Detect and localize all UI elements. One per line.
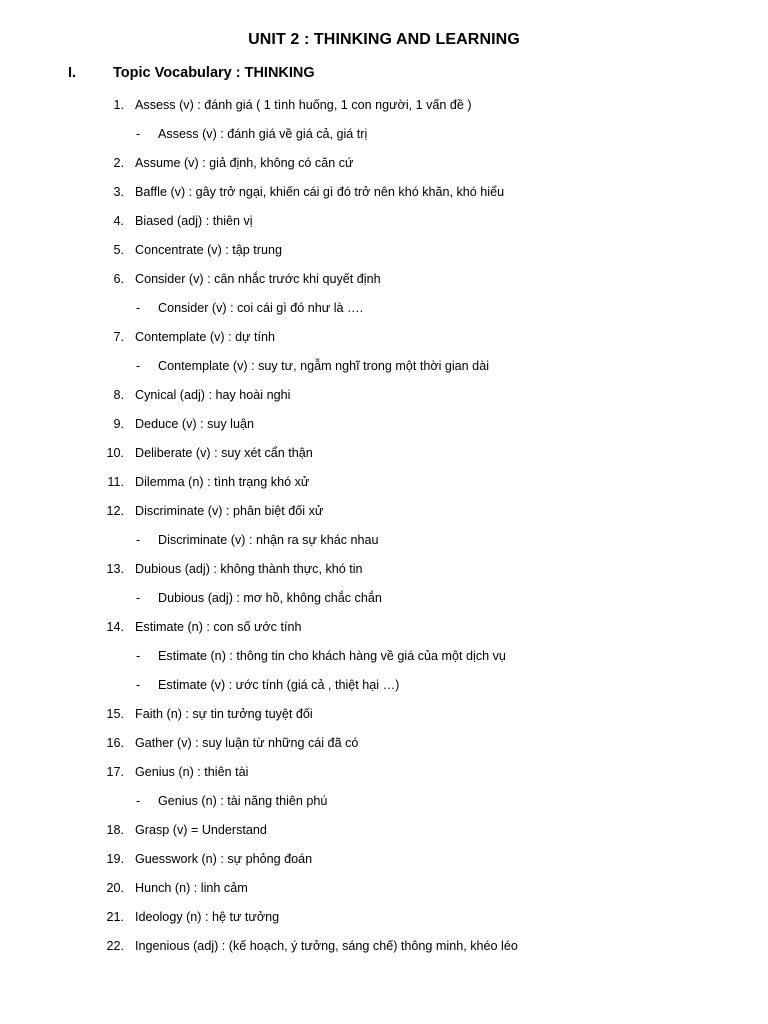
item-text: Assess (v) : đánh giá về giá cả, giá trị <box>158 127 368 141</box>
item-text: Faith (n) : sự tin tưởng tuyệt đối <box>135 707 313 721</box>
vocab-item <box>0 762 768 791</box>
vocab-item <box>0 95 768 124</box>
item-number: 19. <box>106 852 124 866</box>
item-text: Cynical (adj) : hay hoài nghi <box>135 388 291 402</box>
item-text: Consider (v) : coi cái gì đó như là …. <box>158 301 364 315</box>
dash-marker: - <box>136 301 141 315</box>
item-number: 1. <box>113 98 124 112</box>
item-text: Ingenious (adj) : (kế hoạch, ý tưởng, sáng chế) thông minh, khéo léo <box>135 939 518 953</box>
item-text: Estimate (n) : thông tin cho khách hàng về giá của một dịch vụ <box>158 649 506 663</box>
vocab-subitem <box>0 791 768 820</box>
item-text: Gather (v) : suy luận từ những cái đã có <box>135 736 359 750</box>
item-text: Dubious (adj) : mơ hồ, không chắc chắn <box>158 591 382 605</box>
item-number: 3. <box>113 185 124 199</box>
item-text: Consider (v) : cân nhắc trước khi quyết định <box>135 272 381 286</box>
vocab-item <box>0 385 768 414</box>
dash-marker: - <box>136 533 141 547</box>
item-text: Deduce (v) : suy luận <box>135 417 254 431</box>
vocab-subitem <box>0 124 768 153</box>
item-text: Ideology (n) : hệ tư tưởng <box>135 910 280 924</box>
item-text: Estimate (v) : ước tính (giá cả , thiệt hại …) <box>158 678 400 692</box>
item-text: Dubious (adj) : không thành thực, khó tin <box>135 562 363 576</box>
item-number: 22. <box>106 939 124 953</box>
item-text: Contemplate (v) : dự tính <box>135 330 276 344</box>
item-text: Contemplate (v) : suy tư, ngẫm nghĩ trong một thời gian dài <box>158 359 489 373</box>
item-number: 8. <box>113 388 124 402</box>
page-title <box>0 31 768 49</box>
item-number: 11. <box>107 475 124 489</box>
item-text: Concentrate (v) : tập trung <box>135 243 282 257</box>
vocab-item <box>0 559 768 588</box>
vocab-subitem <box>0 646 768 675</box>
vocab-item <box>0 501 768 530</box>
item-number: 12. <box>106 504 124 518</box>
vocab-item <box>0 936 768 965</box>
item-text: Baffle (v) : gây trở ngại, khiến cái gì đó trở nên khó khăn, khó hiểu <box>135 185 505 199</box>
item-number: 14. <box>106 620 124 634</box>
item-number: 15. <box>106 707 124 721</box>
item-number: 4. <box>113 214 124 228</box>
vocabulary-list <box>0 95 768 965</box>
item-text: Discriminate (v) : nhận ra sự khác nhau <box>158 533 379 547</box>
vocab-item <box>0 820 768 849</box>
item-text: Genius (n) : thiên tài <box>135 765 249 779</box>
vocab-item <box>0 182 768 211</box>
item-number: 16. <box>106 736 124 750</box>
item-number: 21. <box>106 910 124 924</box>
vocab-item <box>0 617 768 646</box>
item-number: 13. <box>106 562 124 576</box>
vocab-item <box>0 443 768 472</box>
dash-marker: - <box>136 678 141 692</box>
dash-marker: - <box>136 127 141 141</box>
vocab-subitem <box>0 675 768 704</box>
item-text: Dilemma (n) : tình trạng khó xử <box>135 475 310 489</box>
item-number: 2. <box>113 156 124 170</box>
section-number: I. <box>68 65 77 81</box>
item-text: Hunch (n) : linh cảm <box>135 881 248 895</box>
section-title: Topic Vocabulary : THINKING <box>113 65 315 81</box>
vocab-item <box>0 211 768 240</box>
item-text: Genius (n) : tài năng thiên phú <box>158 794 328 808</box>
item-number: 5. <box>113 243 124 257</box>
vocab-subitem <box>0 356 768 385</box>
dash-marker: - <box>136 794 141 808</box>
vocab-item <box>0 733 768 762</box>
item-number: 9. <box>113 417 124 431</box>
vocab-item <box>0 327 768 356</box>
vocab-item <box>0 240 768 269</box>
page-title-text: UNIT 2 : THINKING AND LEARNING <box>248 31 520 48</box>
vocab-item <box>0 907 768 936</box>
item-number: 18. <box>106 823 124 837</box>
vocab-subitem <box>0 298 768 327</box>
dash-marker: - <box>136 359 141 373</box>
item-text: Estimate (n) : con số ước tính <box>135 620 302 634</box>
item-number: 17. <box>106 765 124 779</box>
vocab-subitem <box>0 588 768 617</box>
item-text: Assume (v) : giả định, không có căn cứ <box>135 156 354 170</box>
item-text: Assess (v) : đánh giá ( 1 tình huống, 1 con người, 1 vấn đề ) <box>135 98 472 112</box>
item-number: 6. <box>113 272 124 286</box>
vocab-subitem <box>0 530 768 559</box>
vocab-item <box>0 704 768 733</box>
item-text: Grasp (v) = Understand <box>135 823 267 837</box>
vocab-item <box>0 472 768 501</box>
item-number: 7. <box>113 330 124 344</box>
item-text: Discriminate (v) : phân biệt đối xử <box>135 504 324 518</box>
vocab-item <box>0 269 768 298</box>
item-number: 20. <box>106 881 124 895</box>
dash-marker: - <box>136 649 141 663</box>
item-text: Biased (adj) : thiên vị <box>135 214 253 228</box>
item-number: 10. <box>106 446 124 460</box>
vocab-item <box>0 849 768 878</box>
dash-marker: - <box>136 591 141 605</box>
vocab-item <box>0 414 768 443</box>
vocab-item <box>0 153 768 182</box>
vocab-item <box>0 878 768 907</box>
item-text: Guesswork (n) : sự phỏng đoán <box>135 852 313 866</box>
item-text: Deliberate (v) : suy xét cẩn thận <box>135 446 313 460</box>
